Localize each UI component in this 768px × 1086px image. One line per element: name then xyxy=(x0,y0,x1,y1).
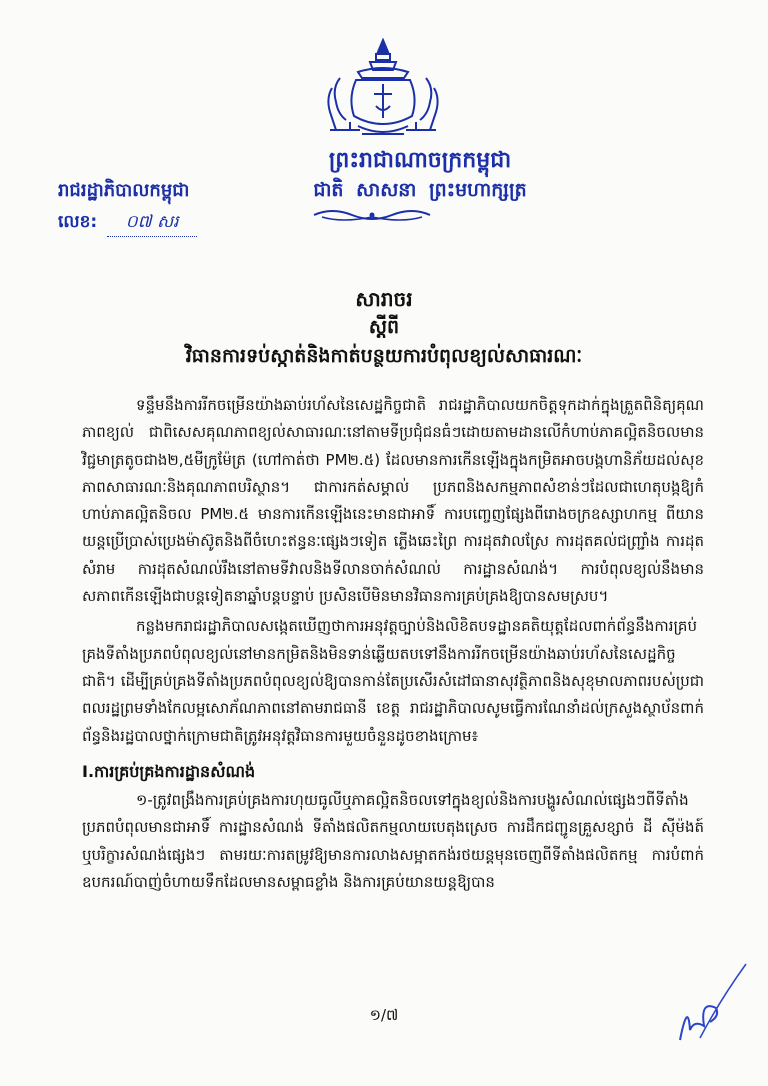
national-motto: ជាតិ សាសនា ព្រះមហាក្សត្រ xyxy=(313,179,527,201)
document-type: សារាចរ xyxy=(355,287,413,311)
page-number: ១/៧ xyxy=(369,1006,399,1024)
paragraph-1: ទន្ទឹមនឹងការរីកចម្រើនយ៉ាងឆាប់រហ័សនៃសេដ្ឋកិច្ចជាតិ រាជរដ្ឋាភិបាលយកចិត្តទុកដាក់ក្នុងត្រួតពិនិត្យគុណភាពខ្យល់ ជាពិសេសគុណភាពខ្យល់សាធារណៈនៅតាមទីប្រជុំជនធំៗដោយតាមដានលើកំហាប់ភាគល្អិតនិចលមានវិជ្ជមាត្រតូចជាង២,៥មីក្រូម៉ែត្រ (ហៅកាត់ថា PM២.៥) ដែលមានការកើនឡើងក្នុងកម្រិតអាចបង្កហានិភ័យដល់សុខភាពសាធារណៈនិងគុណភាពបរិស្ថាន។ ជាការកត់សម្គាល់ ប្រភពនិងសកម្មភាពសំខាន់ៗដែលជាហេតុបង្កឱ្យកំហាប់ភាគល្អិតនិចល PM២.៥ មានការកើនឡើងនេះមានជាអាទិ៍ ការបញ្ចេញផ្សែងពីរោងចក្រឧស្សាហកម្ម ពីយានយន្តប្រើប្រាស់ប្រេងម៉ាស៊ូតនិងពីចំហេះឥន្ធនៈផ្សេងៗទៀត ភ្លើងឆេះព្រៃ ការដុតវាលស្រែ ការដុតគល់ជញ្ជ្រាំង ការដុតសំរាម ការដុតសំណល់រឹងនៅតាមទីវាលនិងទីលានចាក់សំណល់ ការដ្ឋានសំណង់។ ការបំពុលខ្យល់នឹងមានសភាពកើនឡើងជាបន្តទៀតនាឆ្នាំបន្តបន្ទាប់ ប្រសិនបើមិនមានវិធានការគ្រប់គ្រងឱ្យបានសមស្រប។ xyxy=(82,396,704,606)
royal-coat-of-arms-icon xyxy=(318,38,448,143)
section-item-1: ១-ត្រូវពង្រឹងការគ្រប់គ្រងការហុយធូលីឬភាគល្អិតនិចលទៅក្នុងខ្យល់និងការបង្ហូរសំណល់ផ្សេងៗពីទីតាំងប្រភពបំពុលមានជាអាទិ៍ ការដ្ឋានសំណង់ ទីតាំងផលិតកម្មលាយបេតុងស្រេច ការដឹកជញ្ជូនគ្រួសខ្សាច់ ដី ស៊ីម៉ងត៍ ឬបរិក្ខារសំណង់ផ្សេងៗ តាមរយៈការតម្រូវឱ្យមានការលាងសម្អាតកង់រថយន្តមុនចេញពីទីតាំងផលិតកម្ម ការបំពាក់ឧបករណ៍បាញ់ចំហាយទឹកដែលមានសម្ពាធខ្លាំង និងការគ្រប់យានយន្តឱ្យបាន xyxy=(82,791,704,892)
document-title: វិធានការទប់ស្កាត់និងកាត់បន្ថយការបំពុលខ្យល់សាធារណៈ xyxy=(185,345,583,367)
paragraph-2: កន្លងមករាជរដ្ឋាភិបាលសង្កេតឃើញថាការអនុវត្តច្បាប់និងលិខិតបទដ្ឋានគតិយុត្តដែលពាក់ព័ន្ធនឹងការគ្រប់គ្រងទីតាំងប្រភពបំពុលខ្យល់នៅមានកម្រិតនិងមិនទាន់ឆ្លើយតបទៅនឹងការរីកចម្រើនយ៉ាងឆាប់រហ័សនៃសេដ្ឋកិច្ចជាតិ។ ដើម្បីគ្រប់គ្រងទីតាំងប្រភពបំពុលខ្យល់ឱ្យបានកាន់តែប្រសើរសំដៅធានាសុវត្ថិភាពនិងសុខុមាលភាពរបស់ប្រជាពលរដ្ឋព្រមទាំងកែលម្អសោភ័ណភាពនៅតាមរាជធានី ខេត្ត រាជរដ្ឋាភិបាលសូមធ្វើការណែនាំដល់ក្រសួងស្ថាប័នពាក់ព័ន្ធនិងរដ្ឋបាលថ្នាក់ក្រោមជាតិត្រូវអនុវត្តវិធានការមួយចំនួនដូចខាងក្រោម៖ xyxy=(82,617,704,745)
number-value: ០៧ សរ xyxy=(107,211,197,237)
government-name: រាជរដ្ឋាភិបាលកម្ពុជា xyxy=(58,180,190,201)
document-body xyxy=(82,392,704,899)
number-label: លេខ: xyxy=(58,212,98,232)
kingdom-name: ព្រះរាជាណាចក្រកម្ពុជា xyxy=(328,148,512,173)
subject-label: ស្តីពី xyxy=(368,316,400,338)
initials-signature-icon xyxy=(660,960,750,1050)
ornament-divider-icon xyxy=(312,207,432,223)
section-heading: I.ការគ្រប់គ្រងការដ្ឋានសំណង់ xyxy=(82,761,256,781)
document-number xyxy=(58,211,197,237)
